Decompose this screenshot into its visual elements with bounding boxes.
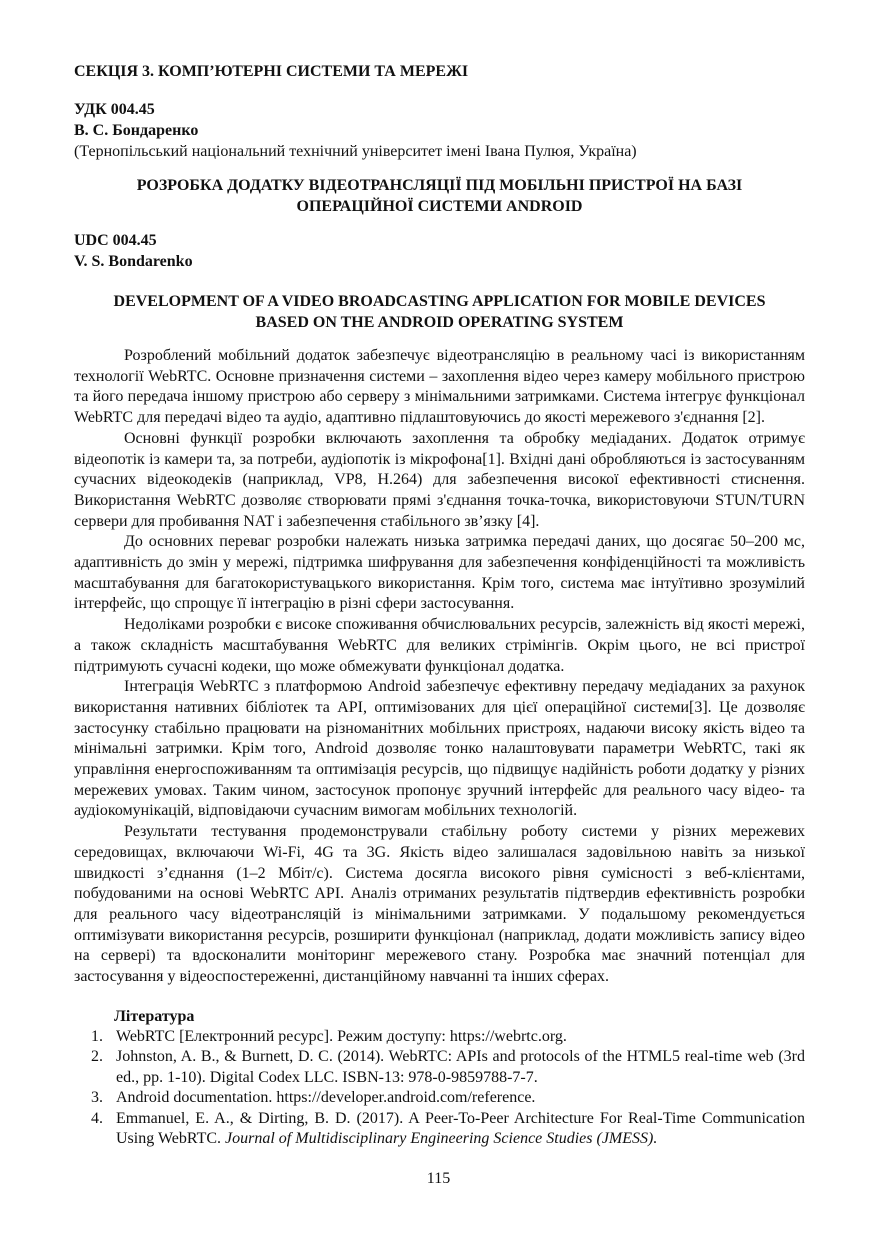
- reference-number: 2.: [91, 1048, 103, 1066]
- paper-page: [74, 62, 805, 1150]
- body-paragraph: До основних переваг розробки належать низька затримка передачі даних, що досягає 50–200 мс, адаптивність до змін у мережі, підтримка шифрування для забезпечення конфіденційності та можливість масштабування для багатокористувацького використання. Крім того, система має інтуїтивно зрозумілий інтерфейс, що спрощує її інтеграцію в різні сфери застосування.: [74, 533, 805, 613]
- reference-number: 1.: [91, 1027, 103, 1045]
- paper-title-en-line2: BASED ON THE ANDROID OPERATING SYSTEM: [255, 314, 624, 331]
- body-paragraph: Недоліками розробки є високе споживання обчислювальних ресурсів, залежність від якості мережі, а також складність масштабування WebRTC для великих стрімінгів. Окрім цього, не всі пристрої підтримують сучасні кодеки, що може обмежувати функціонал додатка.: [74, 616, 805, 675]
- author-uk: В. С. Бондаренко: [74, 122, 199, 139]
- paper-title-uk: [74, 175, 805, 217]
- reference-item: [91, 1047, 805, 1088]
- affiliation: (Тернопільський національний технічний університет імені Івана Пулюя, Україна): [74, 143, 637, 160]
- reference-item: [91, 1109, 805, 1150]
- reference-text: WebRTC [Електронний ресурс]. Режим доступу: https://webrtc.org.: [116, 1027, 567, 1045]
- udc-uk: УДК 004.45: [74, 101, 155, 118]
- udc-en: UDC 004.45: [74, 232, 157, 249]
- section-title: СЕКЦІЯ 3. КОМП’ЮТЕРНІ СИСТЕМИ ТА МЕРЕЖІ: [74, 63, 469, 80]
- page-number: 115: [426, 1170, 451, 1187]
- paper-title-uk-line2: ОПЕРАЦІЙНОЇ СИСТЕМИ ANDROID: [296, 198, 583, 215]
- reference-item: [91, 1027, 805, 1048]
- reference-text: Emmanuel, E. A., & Dirting, B. D. (2017). A Peer-To-Peer Architecture For Real-Time Communication Using WebRTC.: [116, 1109, 805, 1148]
- reference-text: Johnston, A. B., & Burnett, D. C. (2014). WebRTC: APIs and protocols of the HTML5 real-time web (3rd ed., pp. 1-10). Digital Codex LLC. ISBN-13: 978-0-9859788-7-7.: [116, 1048, 805, 1086]
- paper-title-en-line1: DEVELOPMENT OF A VIDEO BROADCASTING APPLICATION FOR MOBILE DEVICES: [113, 293, 766, 310]
- reference-item: [91, 1088, 805, 1109]
- reference-text: Android documentation. https://developer.android.com/reference.: [116, 1089, 536, 1107]
- body-paragraph: Результати тестування продемонстрували стабільну роботу системи у різних мережевих середовищах, включаючи Wi-Fi, 4G та 3G. Якість відео залишалася задовільною навіть за низької швидкості з’єднання (1–2 Мбіт/с). Система досягла високого рівня сумісності з веб-клієнтами, побудованими на основі WebRTC API. Аналіз отриманих результатів підтвердив ефективність розробки для реального часу відеотрансляцій із мінімальними затримками. У подальшому рекомендується оптимізувати використання ресурсів, розширити функціонал (наприклад, додати можливість запису відео на сервері) та вдосконалити моніторинг мережевого стану. Розробка має значний потенціал для застосування у відеоспостереженні, дистанційному навчанні та інших сферах.: [74, 823, 805, 986]
- reference-number: 4.: [91, 1109, 103, 1127]
- reference-journal: Journal of Multidisciplinary Engineering Science Studies (JMESS).: [225, 1130, 658, 1148]
- reference-number: 3.: [91, 1089, 103, 1107]
- paper-title-en: [74, 291, 805, 333]
- body-paragraph: Інтеграція WebRTC з платформою Android забезпечує ефективну передачу медіаданих за рахунок використання нативних бібліотек та API, оптимізованих для цієї операційної системи[3]. Це дозволяє застосунку стабільно працювати на різноманітних мобільних пристроях, надаючи високу якість відео та мінімальні затримки. Крім того, Android дозволяє тонко налаштовувати параметри WebRTC, такі як управління енергоспоживанням та оптимізація ресурсів, що підвищує надійність роботи додатку у різних мережевих умовах. Таким чином, застосунок пропонує зручний інтерфейс для реального часу відео- та аудіокомунікацій, відповідаючи сучасним вимогам мобільних технологій.: [74, 678, 805, 820]
- paper-body: [74, 346, 805, 988]
- references-heading: Література: [114, 1007, 195, 1025]
- references-list: [74, 1027, 805, 1150]
- paper-title-uk-line1: РОЗРОБКА ДОДАТКУ ВІДЕОТРАНСЛЯЦІЇ ПІД МОБІЛЬНІ ПРИСТРОЇ НА БАЗІ: [136, 177, 743, 194]
- body-paragraph: Розроблений мобільний додаток забезпечує відеотрансляцію в реальному часі із використанням технології WebRTC. Основне призначення системи – захоплення відео через камеру мобільного пристрою та його передача іншому пристрою або серверу з мінімальними затримками. Система інтегрує функціонал WebRTC для передачі відео та аудіо, адаптивно підлаштовуючись до якості мережевого з'єднання [2].: [74, 347, 805, 427]
- author-en: V. S. Bondarenko: [74, 253, 193, 270]
- body-paragraph: Основні функції розробки включають захоплення та обробку медіаданих. Додаток отримує відеопотік із камери та, за потреби, аудіопотік із мікрофона[1]. Вхідні дані обробляються із застосуванням сучасних відеокодеків (наприклад, VP8, H.264) для забезпечення високої ефективності стиснення. Використання WebRTC дозволяє створювати прямі з'єднання точка-точка, використовуючи STUN/TURN сервери для пробивання NAT і забезпечення стабільного зв’язку [4].: [74, 429, 805, 530]
